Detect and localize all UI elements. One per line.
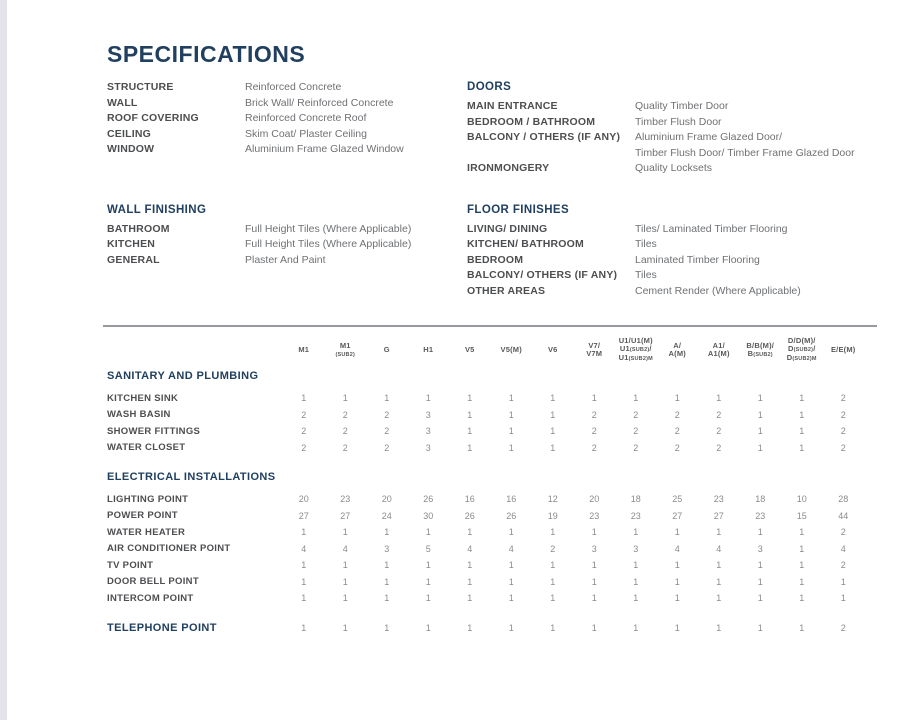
cell-value: 18 xyxy=(755,494,766,505)
cell-value: 1 xyxy=(467,560,473,571)
floor-finishes-section xyxy=(467,203,875,300)
cell-value: 1 xyxy=(384,593,390,604)
spec-label: KITCHEN/ BATHROOM xyxy=(467,238,584,250)
cell-value: 1 xyxy=(674,622,680,633)
cell-value: 1 xyxy=(342,527,348,538)
cell-value: 2 xyxy=(716,426,722,437)
cell-value: 1 xyxy=(591,576,597,587)
cell-value: 1 xyxy=(467,576,473,587)
cell-value: 23 xyxy=(340,494,351,505)
spec-row xyxy=(107,111,467,127)
spec-row xyxy=(467,237,875,253)
cell-value: 3 xyxy=(425,442,431,453)
cell-value: 1 xyxy=(467,426,473,437)
cell-value: 23 xyxy=(589,510,600,521)
cell-value: 16 xyxy=(464,494,475,505)
cell-value: 26 xyxy=(464,510,475,521)
cell-value: 1 xyxy=(757,426,763,437)
cell-value: 2 xyxy=(591,409,597,420)
cell-value: 2 xyxy=(550,543,556,554)
cell-value: 1 xyxy=(716,576,722,587)
spec-row xyxy=(467,284,875,300)
cell-value: 1 xyxy=(508,560,514,571)
cell-value: 1 xyxy=(384,393,390,404)
spec-row xyxy=(107,253,467,269)
row-label: WASH BASIN xyxy=(107,409,171,421)
section-heading: WALL FINISHING xyxy=(107,203,207,216)
cell-value: 1 xyxy=(799,393,805,404)
spec-label: KITCHEN xyxy=(107,238,156,250)
page-edge-strip xyxy=(0,0,7,720)
cell-value: 27 xyxy=(298,510,309,521)
table-section-heading: SANITARY AND PLUMBING xyxy=(107,370,259,382)
spec-band-structure-doors xyxy=(107,80,877,177)
cell-value: 2 xyxy=(384,409,390,420)
cell-value: 2 xyxy=(384,426,390,437)
cell-value: 1 xyxy=(799,576,805,587)
row-label: WATER HEATER xyxy=(107,526,186,538)
cell-value: 20 xyxy=(381,494,392,505)
spec-value: Reinforced Concrete Roof xyxy=(245,112,367,124)
cell-value: 1 xyxy=(674,576,680,587)
cell-value: 3 xyxy=(633,543,639,554)
cell-value: 23 xyxy=(755,510,766,521)
cell-value: 1 xyxy=(508,593,514,604)
cell-value: 1 xyxy=(674,593,680,604)
cell-value: 20 xyxy=(298,494,309,505)
cell-value: 1 xyxy=(425,593,431,604)
cell-value: 1 xyxy=(633,593,639,604)
cell-value: 44 xyxy=(838,510,849,521)
cell-value: 2 xyxy=(716,409,722,420)
cell-value: 28 xyxy=(838,494,849,505)
cell-value: 1 xyxy=(757,622,763,633)
column-header-A: A/ A(M) xyxy=(668,341,686,358)
cell-value: 1 xyxy=(425,527,431,538)
cell-value: 1 xyxy=(840,593,846,604)
table-row xyxy=(107,440,877,457)
cell-value: 3 xyxy=(384,543,390,554)
cell-value: 2 xyxy=(716,442,722,453)
cell-value: 1 xyxy=(716,593,722,604)
column-header-M1: M1 xyxy=(298,345,310,354)
cell-value: 1 xyxy=(591,560,597,571)
cell-value: 27 xyxy=(713,510,724,521)
cell-value: 1 xyxy=(467,393,473,404)
cell-value: 1 xyxy=(508,622,514,633)
spec-row xyxy=(467,115,875,131)
spec-label: OTHER AREAS xyxy=(467,284,546,297)
cell-value: 2 xyxy=(674,409,680,420)
cell-value: 1 xyxy=(384,527,390,538)
cell-value: 2 xyxy=(674,426,680,437)
cell-value: 19 xyxy=(547,510,558,521)
cell-value: 1 xyxy=(550,622,556,633)
cell-value: 2 xyxy=(633,409,639,420)
doors-section xyxy=(467,80,875,177)
row-label: POWER POINT xyxy=(107,510,178,522)
cell-value: 1 xyxy=(508,393,514,404)
cell-value: 1 xyxy=(342,593,348,604)
cell-value: 1 xyxy=(425,560,431,571)
page-title: SPECIFICATIONS xyxy=(107,41,306,67)
cell-value: 23 xyxy=(713,494,724,505)
table-row xyxy=(107,541,877,558)
cell-value: 1 xyxy=(633,622,639,633)
spec-row xyxy=(107,96,467,112)
cell-value: 1 xyxy=(550,442,556,453)
cell-value: 2 xyxy=(840,393,846,404)
cell-value: 1 xyxy=(550,409,556,420)
cell-value: 1 xyxy=(301,393,307,404)
table-section-heading: ELECTRICAL INSTALLATIONS xyxy=(107,471,276,483)
spec-value: Tiles/ Laminated Timber Flooring xyxy=(635,222,788,235)
spec-label: GENERAL xyxy=(107,253,160,266)
row-label: INTERCOM POINT xyxy=(107,592,194,604)
spec-value: Laminated Timber Flooring xyxy=(635,253,760,266)
spec-row xyxy=(467,253,875,269)
unit-specs-table xyxy=(107,331,877,636)
spec-value: Aluminium Frame Glazed Door/ Timber Flush Door/ Timber Frame Glazed Door xyxy=(635,131,855,159)
cell-value: 1 xyxy=(799,560,805,571)
cell-value: 18 xyxy=(630,494,641,505)
table-header-row xyxy=(107,331,877,369)
cell-value: 1 xyxy=(757,576,763,587)
cell-value: 1 xyxy=(342,393,348,404)
cell-value: 1 xyxy=(508,442,514,453)
cell-value: 1 xyxy=(301,560,307,571)
cell-value: 1 xyxy=(550,393,556,404)
cell-value: 1 xyxy=(799,426,805,437)
row-label: WATER CLOSET xyxy=(107,442,186,454)
cell-value: 1 xyxy=(467,442,473,453)
cell-value: 1 xyxy=(799,543,805,554)
row-label: DOOR BELL POINT xyxy=(107,576,199,588)
structure-section xyxy=(107,80,467,177)
cell-value: 1 xyxy=(674,393,680,404)
cell-value: 4 xyxy=(301,543,307,554)
cell-value: 1 xyxy=(757,527,763,538)
cell-value: 24 xyxy=(381,510,392,521)
spec-value: Plaster And Paint xyxy=(245,253,326,266)
cell-value: 1 xyxy=(384,576,390,587)
table-body xyxy=(107,369,877,636)
table-row xyxy=(107,508,877,525)
column-header-V5M: V5(M) xyxy=(500,345,522,354)
cell-value: 4 xyxy=(674,543,680,554)
cell-value: 1 xyxy=(799,527,805,538)
spec-row xyxy=(107,80,467,96)
column-header-U1: U1/U1(M) U1(SUB2)/ U1(SUB2)M xyxy=(618,336,653,362)
wall-finishing-section xyxy=(107,203,467,300)
cell-value: 1 xyxy=(508,426,514,437)
column-header-A1: A1/ A1(M) xyxy=(707,341,730,358)
cell-value: 2 xyxy=(840,622,846,633)
spec-row xyxy=(107,222,467,238)
spec-row xyxy=(107,237,467,253)
spec-row xyxy=(467,268,875,284)
spec-row xyxy=(107,127,467,143)
cell-value: 1 xyxy=(550,576,556,587)
cell-value: 2 xyxy=(301,442,307,453)
cell-value: 2 xyxy=(840,527,846,538)
table-row xyxy=(107,423,877,440)
spec-value: Full Height Tiles (Where Applicable) xyxy=(245,222,412,235)
cell-value: 1 xyxy=(467,409,473,420)
spec-label: BALCONY/ OTHERS (IF ANY) xyxy=(467,269,618,281)
cell-value: 1 xyxy=(508,527,514,538)
cell-value: 4 xyxy=(508,543,514,554)
section-heading: FLOOR FINISHES xyxy=(467,203,570,216)
cell-value: 1 xyxy=(384,622,390,633)
cell-value: 1 xyxy=(591,393,597,404)
spec-value: Brick Wall/ Reinforced Concrete xyxy=(245,96,394,109)
spec-row xyxy=(467,130,875,161)
column-header-M1-SUB2: M1 (SUB2) xyxy=(335,340,356,358)
cell-value: 1 xyxy=(425,576,431,587)
cell-value: 1 xyxy=(591,527,597,538)
cell-value: 1 xyxy=(342,576,348,587)
spec-label: BATHROOM xyxy=(107,222,170,235)
column-header-E: E/E(M) xyxy=(830,345,856,354)
cell-value: 1 xyxy=(674,527,680,538)
table-row xyxy=(107,574,877,591)
spec-label: WALL xyxy=(107,96,138,109)
cell-value: 4 xyxy=(467,543,473,554)
cell-value: 1 xyxy=(467,622,473,633)
spec-label: BALCONY / OTHERS (IF ANY) xyxy=(467,131,621,143)
cell-value: 2 xyxy=(384,442,390,453)
spec-label: STRUCTURE xyxy=(107,81,174,93)
cell-value: 1 xyxy=(757,593,763,604)
column-header-D: D/D(M)/ D(SUB2)/ D(SUB2)M xyxy=(786,336,817,362)
cell-value: 1 xyxy=(757,560,763,571)
cell-value: 1 xyxy=(799,593,805,604)
cell-value: 2 xyxy=(342,426,348,437)
cell-value: 1 xyxy=(342,560,348,571)
spec-row xyxy=(467,222,875,238)
column-header-B: B/B(M)/ B(SUB2) xyxy=(746,340,775,358)
cell-value: 2 xyxy=(633,426,639,437)
cell-value: 27 xyxy=(340,510,351,521)
row-label: AIR CONDITIONER POINT xyxy=(107,543,231,555)
cell-value: 1 xyxy=(633,393,639,404)
spec-label: LIVING/ DINING xyxy=(467,222,548,235)
cell-value: 1 xyxy=(301,527,307,538)
cell-value: 1 xyxy=(342,622,348,633)
spec-value: Cement Render (Where Applicable) xyxy=(635,284,801,297)
cell-value: 30 xyxy=(423,510,434,521)
cell-value: 1 xyxy=(384,560,390,571)
table-row xyxy=(107,590,877,607)
cell-value: 1 xyxy=(716,527,722,538)
spec-label: BEDROOM xyxy=(467,253,524,266)
cell-value: 1 xyxy=(467,527,473,538)
cell-value: 15 xyxy=(796,510,807,521)
cell-value: 1 xyxy=(633,560,639,571)
cell-value: 1 xyxy=(633,576,639,587)
column-header-V5: V5 xyxy=(464,345,475,354)
cell-value: 1 xyxy=(674,560,680,571)
column-header-V7: V7/ V7M xyxy=(586,341,603,358)
cell-value: 1 xyxy=(301,622,307,633)
cell-value: 2 xyxy=(840,409,846,420)
cell-value: 2 xyxy=(342,409,348,420)
cell-value: 26 xyxy=(506,510,517,521)
cell-value: 20 xyxy=(589,494,600,505)
cell-value: 1 xyxy=(301,593,307,604)
cell-value: 2 xyxy=(301,409,307,420)
cell-value: 1 xyxy=(716,560,722,571)
spec-row xyxy=(467,99,875,115)
cell-value: 10 xyxy=(796,494,807,505)
cell-value: 1 xyxy=(757,409,763,420)
cell-value: 2 xyxy=(633,442,639,453)
cell-value: 1 xyxy=(508,576,514,587)
table-row xyxy=(107,491,877,508)
spec-value: Quality Locksets xyxy=(635,162,713,174)
cell-value: 2 xyxy=(674,442,680,453)
cell-value: 3 xyxy=(425,426,431,437)
spec-value: Quality Timber Door xyxy=(635,100,729,112)
spec-value: Reinforced Concrete xyxy=(245,81,342,93)
cell-value: 27 xyxy=(672,510,683,521)
cell-value: 1 xyxy=(716,393,722,404)
spec-value: Tiles xyxy=(635,238,657,250)
cell-value: 1 xyxy=(840,576,846,587)
specifications-document xyxy=(107,40,877,636)
cell-value: 1 xyxy=(591,593,597,604)
spec-value: Skim Coat/ Plaster Ceiling xyxy=(245,127,367,140)
cell-value: 1 xyxy=(799,622,805,633)
cell-value: 2 xyxy=(840,426,846,437)
cell-value: 4 xyxy=(840,543,846,554)
spec-label: WINDOW xyxy=(107,143,155,155)
table-row xyxy=(107,390,877,407)
cell-value: 16 xyxy=(506,494,517,505)
cell-value: 1 xyxy=(550,426,556,437)
table-row xyxy=(107,620,877,637)
cell-value: 3 xyxy=(425,409,431,420)
row-label: LIGHTING POINT xyxy=(107,493,189,505)
cell-value: 2 xyxy=(591,426,597,437)
table-row xyxy=(107,557,877,574)
row-label: TV POINT xyxy=(107,559,154,571)
cell-value: 1 xyxy=(716,622,722,633)
row-label: TELEPHONE POINT xyxy=(107,621,217,634)
cell-value: 1 xyxy=(550,527,556,538)
cell-value: 1 xyxy=(425,393,431,404)
spec-value: Aluminium Frame Glazed Window xyxy=(245,143,404,155)
cell-value: 4 xyxy=(342,543,348,554)
cell-value: 3 xyxy=(591,543,597,554)
cell-value: 1 xyxy=(508,409,514,420)
cell-value: 1 xyxy=(799,442,805,453)
row-label: SHOWER FITTINGS xyxy=(107,425,201,437)
spec-row xyxy=(107,142,467,158)
cell-value: 1 xyxy=(550,593,556,604)
cell-value: 1 xyxy=(467,593,473,604)
spec-band-finishes xyxy=(107,203,877,300)
spec-label: ROOF COVERING xyxy=(107,112,199,124)
cell-value: 1 xyxy=(591,622,597,633)
spec-label: BEDROOM / BATHROOM xyxy=(467,115,596,128)
cell-value: 1 xyxy=(425,622,431,633)
spec-label: IRONMONGERY xyxy=(467,162,550,174)
column-header-V6: V6 xyxy=(547,345,558,354)
spec-row xyxy=(467,161,875,177)
cell-value: 1 xyxy=(633,527,639,538)
cell-value: 25 xyxy=(672,494,683,505)
cell-value: 2 xyxy=(342,442,348,453)
row-label: KITCHEN SINK xyxy=(107,392,179,404)
divider-line xyxy=(103,325,877,327)
cell-value: 1 xyxy=(550,560,556,571)
cell-value: 23 xyxy=(630,510,641,521)
cell-value: 1 xyxy=(799,409,805,420)
cell-value: 2 xyxy=(591,442,597,453)
cell-value: 2 xyxy=(840,560,846,571)
spec-value: Timber Flush Door xyxy=(635,115,722,128)
cell-value: 1 xyxy=(757,393,763,404)
cell-value: 2 xyxy=(301,426,307,437)
cell-value: 2 xyxy=(840,442,846,453)
cell-value: 12 xyxy=(547,494,558,505)
cell-value: 1 xyxy=(301,576,307,587)
cell-value: 5 xyxy=(425,543,431,554)
spec-value: Full Height Tiles (Where Applicable) xyxy=(245,238,412,250)
cell-value: 26 xyxy=(423,494,434,505)
column-header-H1: H1 xyxy=(423,345,434,354)
spec-label: MAIN ENTRANCE xyxy=(467,100,558,112)
table-row xyxy=(107,524,877,541)
cell-value: 3 xyxy=(757,543,763,554)
cell-value: 4 xyxy=(716,543,722,554)
cell-value: 1 xyxy=(757,442,763,453)
spec-label: CEILING xyxy=(107,127,151,140)
section-heading: DOORS xyxy=(467,81,512,93)
column-header-G: G xyxy=(383,345,390,354)
table-row xyxy=(107,407,877,424)
spec-value: Tiles xyxy=(635,269,657,281)
